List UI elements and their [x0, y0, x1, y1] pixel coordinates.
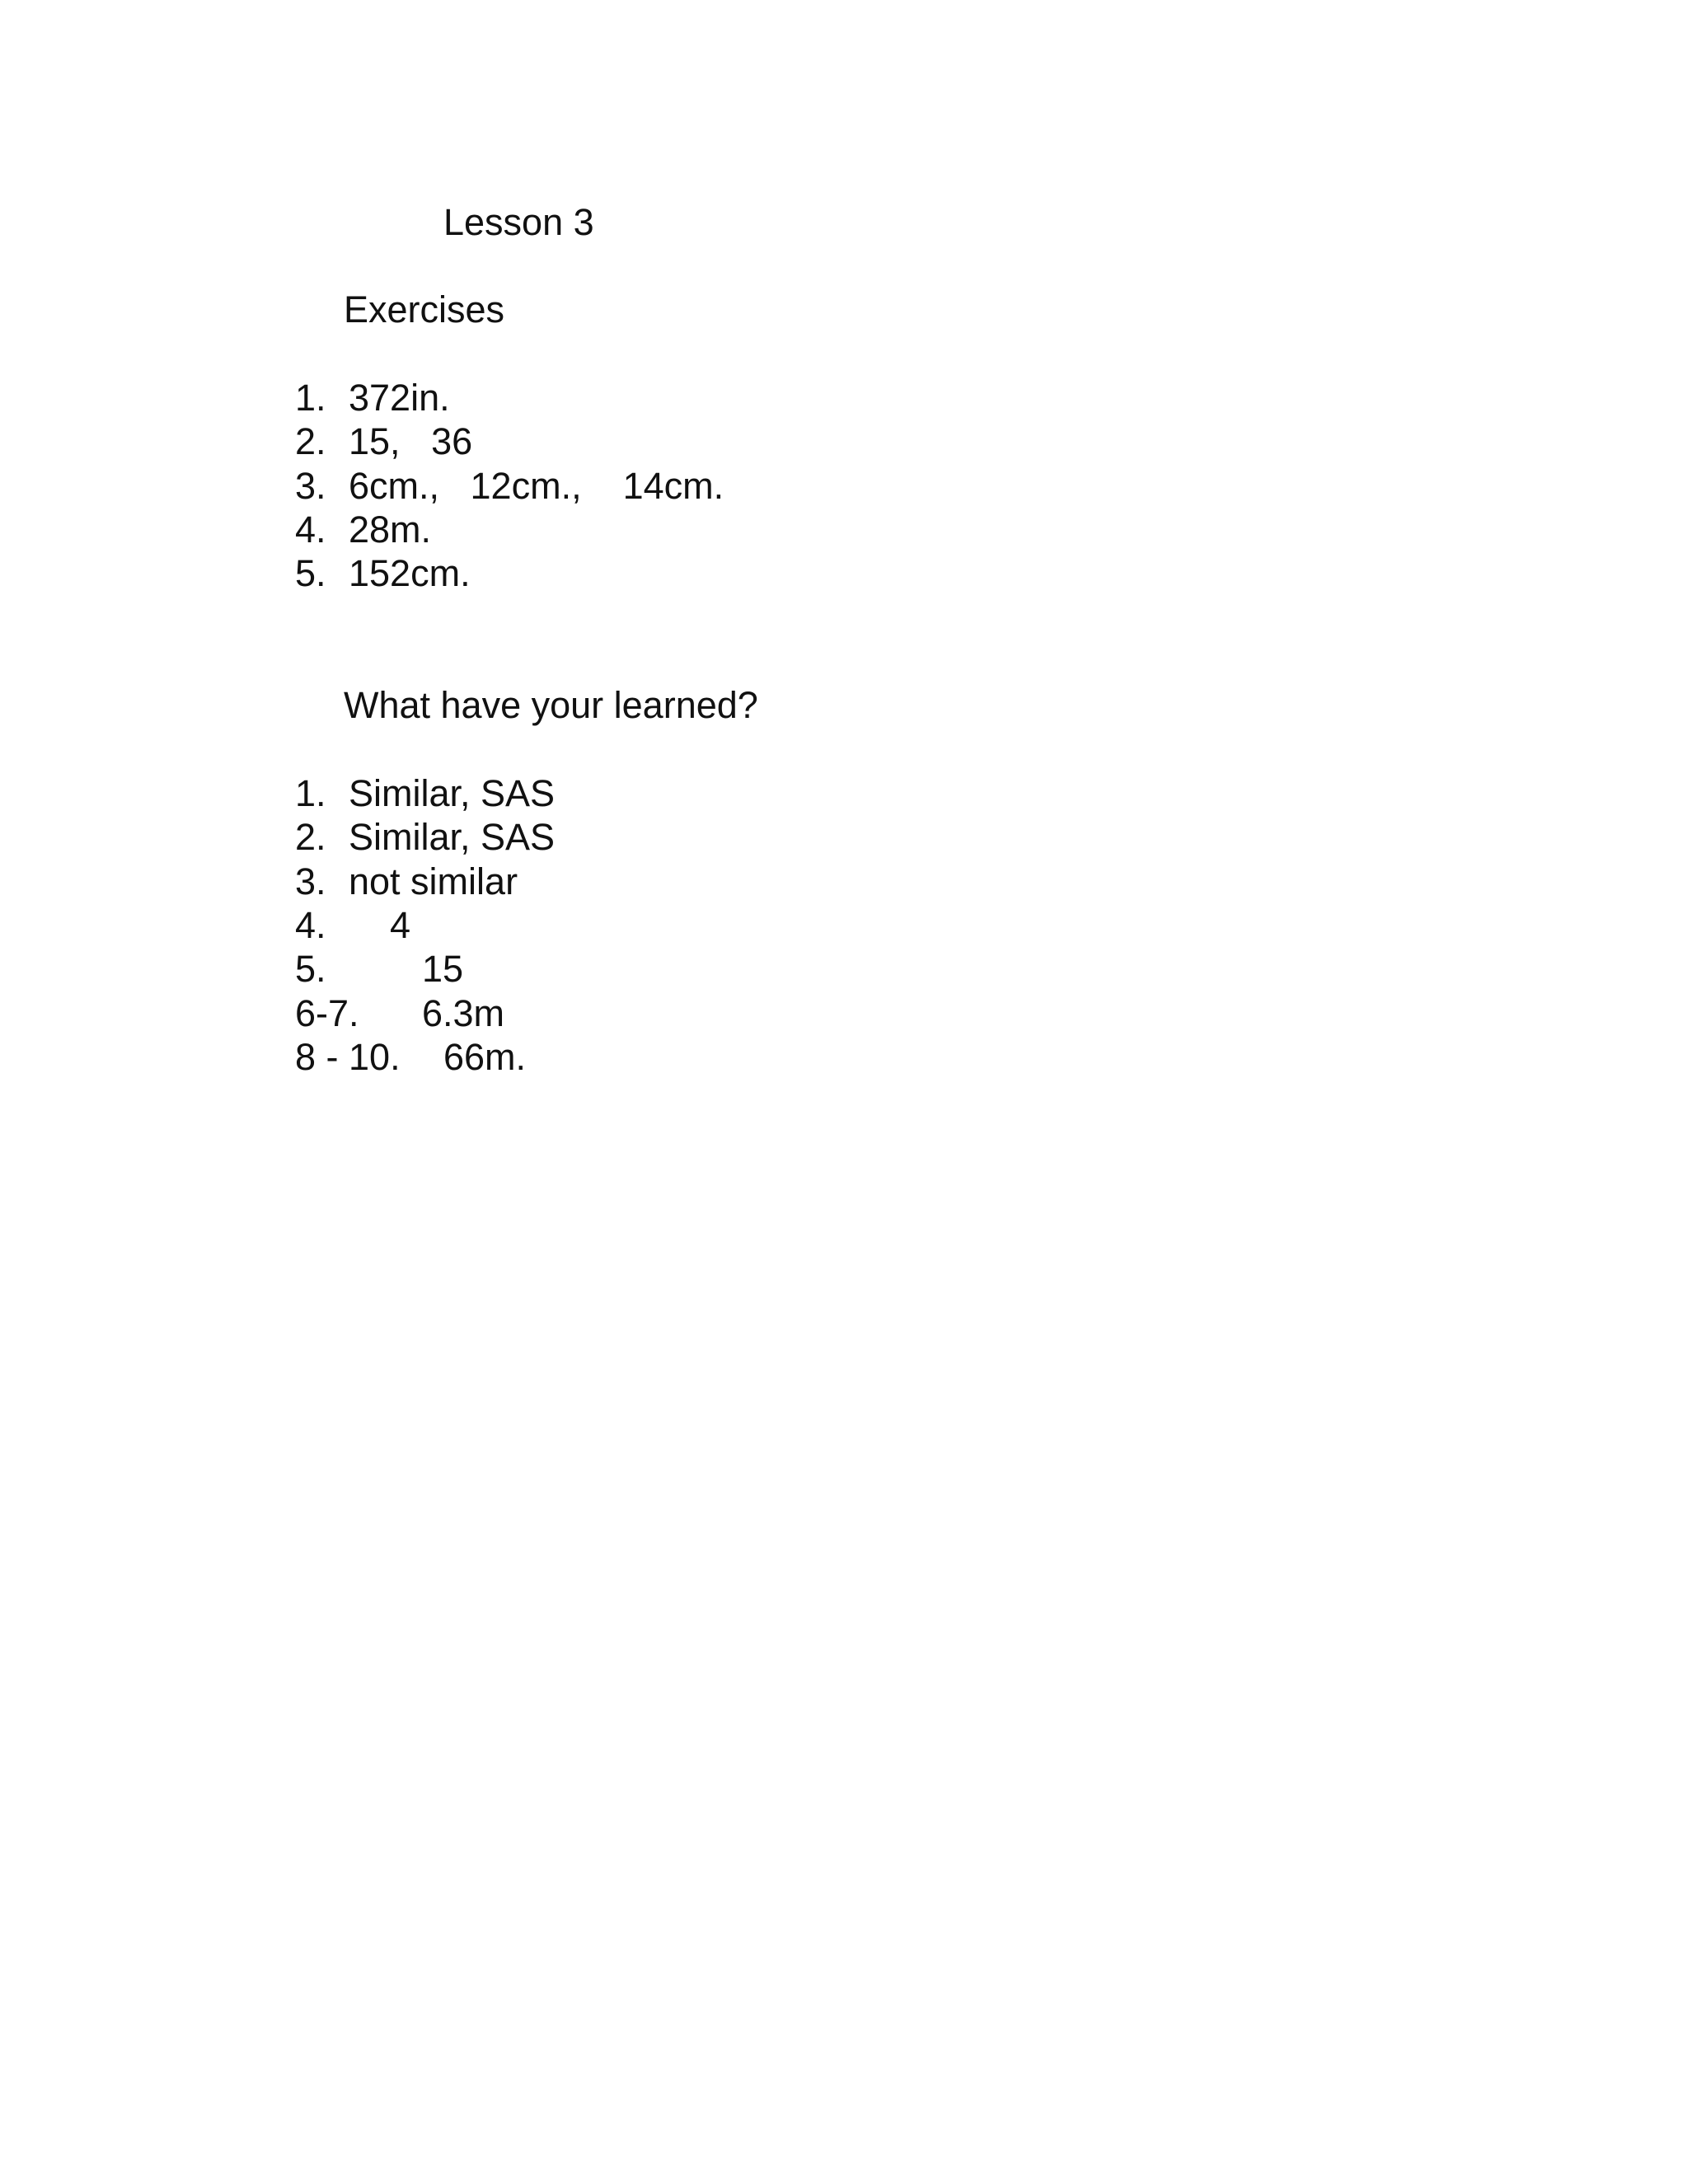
- item-answer: 28m.: [349, 509, 432, 551]
- item-number: 5.: [295, 948, 326, 990]
- item-number: 1.: [295, 772, 326, 814]
- item-number: 4.: [295, 904, 326, 946]
- item-number: 2.: [295, 420, 326, 462]
- item-answer: not similar: [349, 860, 518, 902]
- item-answer: 4: [390, 904, 411, 946]
- item-answer: Similar, SAS: [349, 816, 556, 858]
- item-answer: 6.3m: [422, 992, 505, 1034]
- lesson-title: Lesson 3: [443, 201, 594, 243]
- item-number: 4.: [295, 509, 326, 551]
- item-answer: 372in.: [349, 377, 450, 419]
- item-answer: 15, 36: [349, 420, 473, 462]
- item-number: 2.: [295, 816, 326, 858]
- item-answer: 15: [422, 948, 464, 990]
- item-answer: 66m.: [443, 1036, 527, 1078]
- learned-heading: What have your learned?: [344, 684, 758, 726]
- item-number: 3.: [295, 860, 326, 902]
- item-number: 8 - 10.: [295, 1036, 401, 1078]
- item-number: 1.: [295, 377, 326, 419]
- item-number: 5.: [295, 552, 326, 594]
- item-number: 6-7.: [295, 992, 359, 1034]
- item-answer: 152cm.: [349, 552, 471, 594]
- item-answer: 6cm., 12cm., 14cm.: [349, 465, 724, 507]
- item-answer: Similar, SAS: [349, 772, 556, 814]
- exercises-heading: Exercises: [344, 288, 505, 330]
- item-number: 3.: [295, 465, 326, 507]
